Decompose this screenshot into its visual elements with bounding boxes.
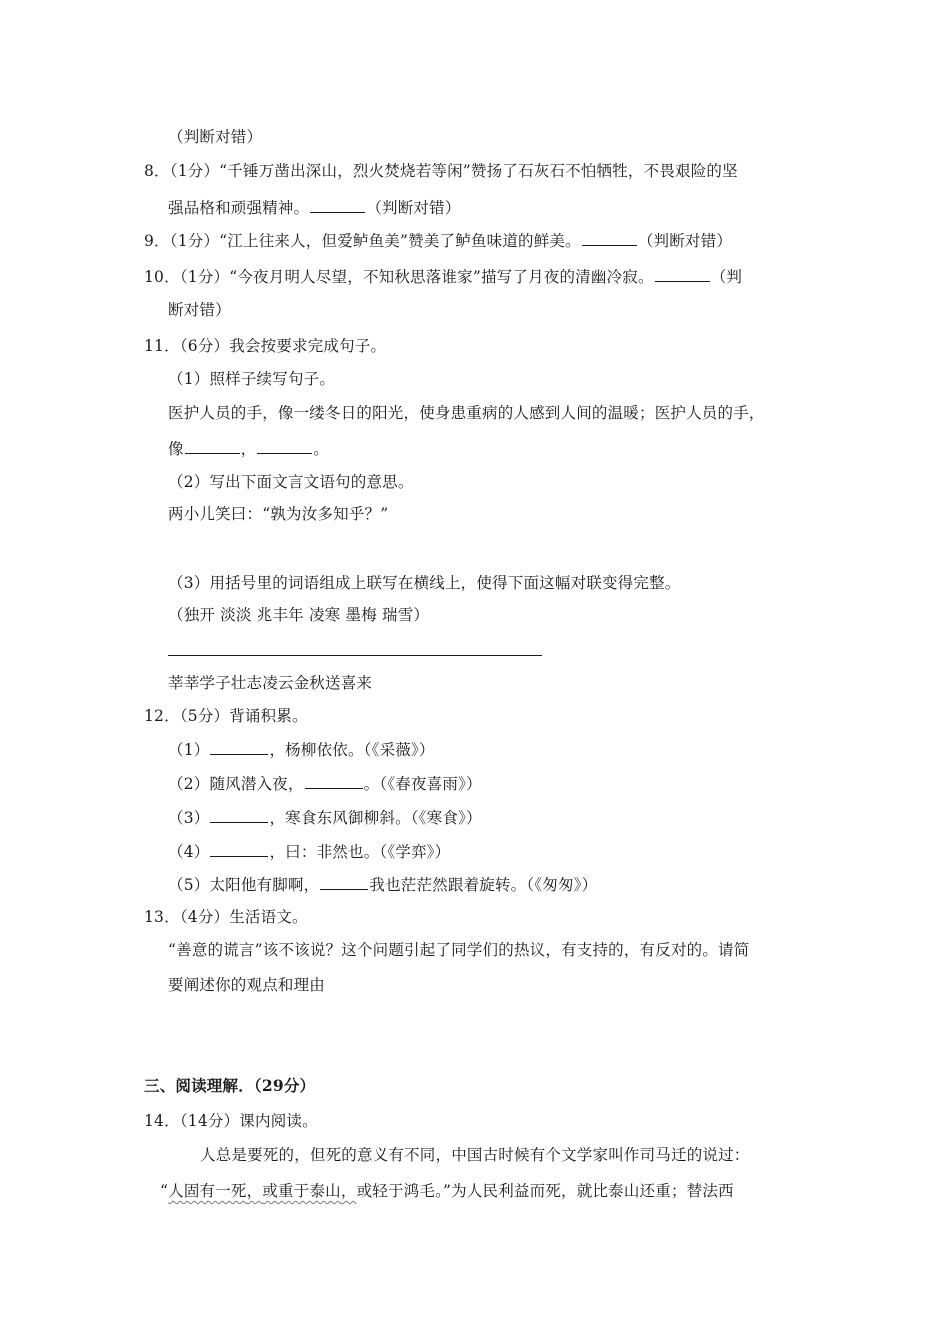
section-3-heading: 三、阅读理解．（29分） xyxy=(144,1076,316,1095)
question-11-part-1-example: 医护人员的手，像一缕冬日的阳光，使身患重病的人感到人间的温暖；医护人员的手， xyxy=(168,404,765,422)
q12-5-text-a: （5）太阳他有脚啊， xyxy=(168,876,320,894)
answer-blank-q12-3[interactable] xyxy=(210,806,268,823)
question-10-text: 10．（1分）“今夜月明人尽望，不知秋思落谁家”描写了月夜的清幽冷寂。 xyxy=(144,268,654,286)
question-9-text: 9．（1分）“江上往来人，但爱鲈鱼美”赞美了鲈鱼味道的鲜美。 xyxy=(144,232,581,250)
passage-rest: 或轻于鸿毛。”为人民利益而死，就比泰山还重；替法西 xyxy=(356,1182,734,1200)
question-11-part-1: （1）照样子续写句子。 xyxy=(168,370,336,388)
answer-blank-q12-5[interactable] xyxy=(320,873,368,890)
question-9-judge: （判断对错） xyxy=(637,232,733,250)
question-11-part-1-answer xyxy=(168,437,329,460)
question-12-part-5 xyxy=(168,873,597,896)
q12-2-text-a: （2）随风潜入夜， xyxy=(168,775,304,793)
passage-marked-phrase-1: 人固有一死 xyxy=(168,1182,247,1200)
answer-blank-q12-1[interactable] xyxy=(210,738,268,755)
question-10-line-1 xyxy=(144,265,742,288)
answer-blank-q12-2[interactable] xyxy=(305,772,363,789)
passage-open-quote: “ xyxy=(160,1182,169,1200)
question-9 xyxy=(144,229,732,252)
answer-blank-q9[interactable] xyxy=(582,229,637,246)
question-14: 14．（14分）课内阅读。 xyxy=(144,1112,318,1130)
q12-3-text: ，寒食东风御柳斜。（《寒食》） xyxy=(269,809,482,827)
q12-5-text-b: 我也茫茫然跟着旋转。（《匆匆》） xyxy=(369,876,598,894)
question-10-line-2: 断对错） xyxy=(168,301,231,319)
question-12-part-2 xyxy=(168,772,482,795)
reading-passage-line-2 xyxy=(160,1180,734,1202)
question-13-line-1: “善意的谎言”该不该说？这个问题引起了同学们的热议，有支持的，有反对的。请简 xyxy=(168,941,750,959)
q11-comma: ， xyxy=(240,440,257,458)
q12-1-label: （1） xyxy=(168,741,210,759)
q12-3-label: （3） xyxy=(168,809,210,827)
passage-marked-phrase-2: 或重于泰山 xyxy=(262,1182,341,1200)
passage-marked-comma-1: ， xyxy=(246,1182,263,1200)
question-10-judge: （判 xyxy=(710,268,743,286)
question-11: 11．（6分）我会按要求完成句子。 xyxy=(144,337,387,355)
question-8-line-1: 8．（1分）“千锤万凿出深山，烈火焚烧若等闲”赞扬了石灰石不怕牺牲，不畏艰险的坚 xyxy=(144,162,738,180)
passage-marked-comma-2: ， xyxy=(340,1182,357,1200)
question-8-judge: （判断对错） xyxy=(366,199,461,217)
question-11-part-2: （2）写出下面文言文语句的意思。 xyxy=(168,473,414,491)
q12-4-label: （4） xyxy=(168,843,210,861)
question-12-part-1 xyxy=(168,738,435,761)
question-13: 13．（4分）生活语文。 xyxy=(144,908,308,926)
q12-4-text: ，曰：非然也。（《学弈》） xyxy=(269,843,451,861)
question-11-part-3-words: （独开 淡淡 兆丰年 凌寒 墨梅 瑞雪） xyxy=(168,606,430,624)
question-11-part-2-text: 两小儿笑曰：“孰为汝多知乎？” xyxy=(168,505,389,523)
question-12-part-4 xyxy=(168,840,450,863)
question-11-part-3-couplet: 莘莘学子壮志凌云金秋送喜来 xyxy=(168,674,373,692)
answer-blank-q10[interactable] xyxy=(655,265,710,282)
question-8-text: 强品格和顽强精神。 xyxy=(168,199,310,217)
judge-label-top: （判断对错） xyxy=(168,128,263,146)
answer-blank-q8[interactable] xyxy=(310,196,365,213)
answer-blank-q11-1a[interactable] xyxy=(185,437,240,454)
reading-passage-line-1: 人总是要死的，但死的意义有不同，中国古时候有个文学家叫作司马迁的说过： xyxy=(200,1146,750,1164)
q11-like-text: 像 xyxy=(168,440,184,458)
q12-1-text: ，杨柳依依。（《采薇》） xyxy=(269,741,435,759)
question-13-line-2: 要阐述你的观点和理由 xyxy=(168,976,326,994)
question-8-line-2 xyxy=(168,196,461,219)
question-12-part-3 xyxy=(168,806,482,829)
q11-end: 。 xyxy=(313,440,330,458)
answer-blank-q12-4[interactable] xyxy=(210,840,268,857)
q12-2-text-b: 。（《春夜喜雨》） xyxy=(363,775,482,793)
question-11-part-3: （3）用括号里的词语组成上联写在横线上，使得下面这幅对联变得完整。 xyxy=(168,574,681,592)
question-12: 12．（5分）背诵积累。 xyxy=(144,707,308,725)
answer-blank-q11-1b[interactable] xyxy=(257,437,312,454)
couplet-answer-line[interactable] xyxy=(168,655,542,656)
